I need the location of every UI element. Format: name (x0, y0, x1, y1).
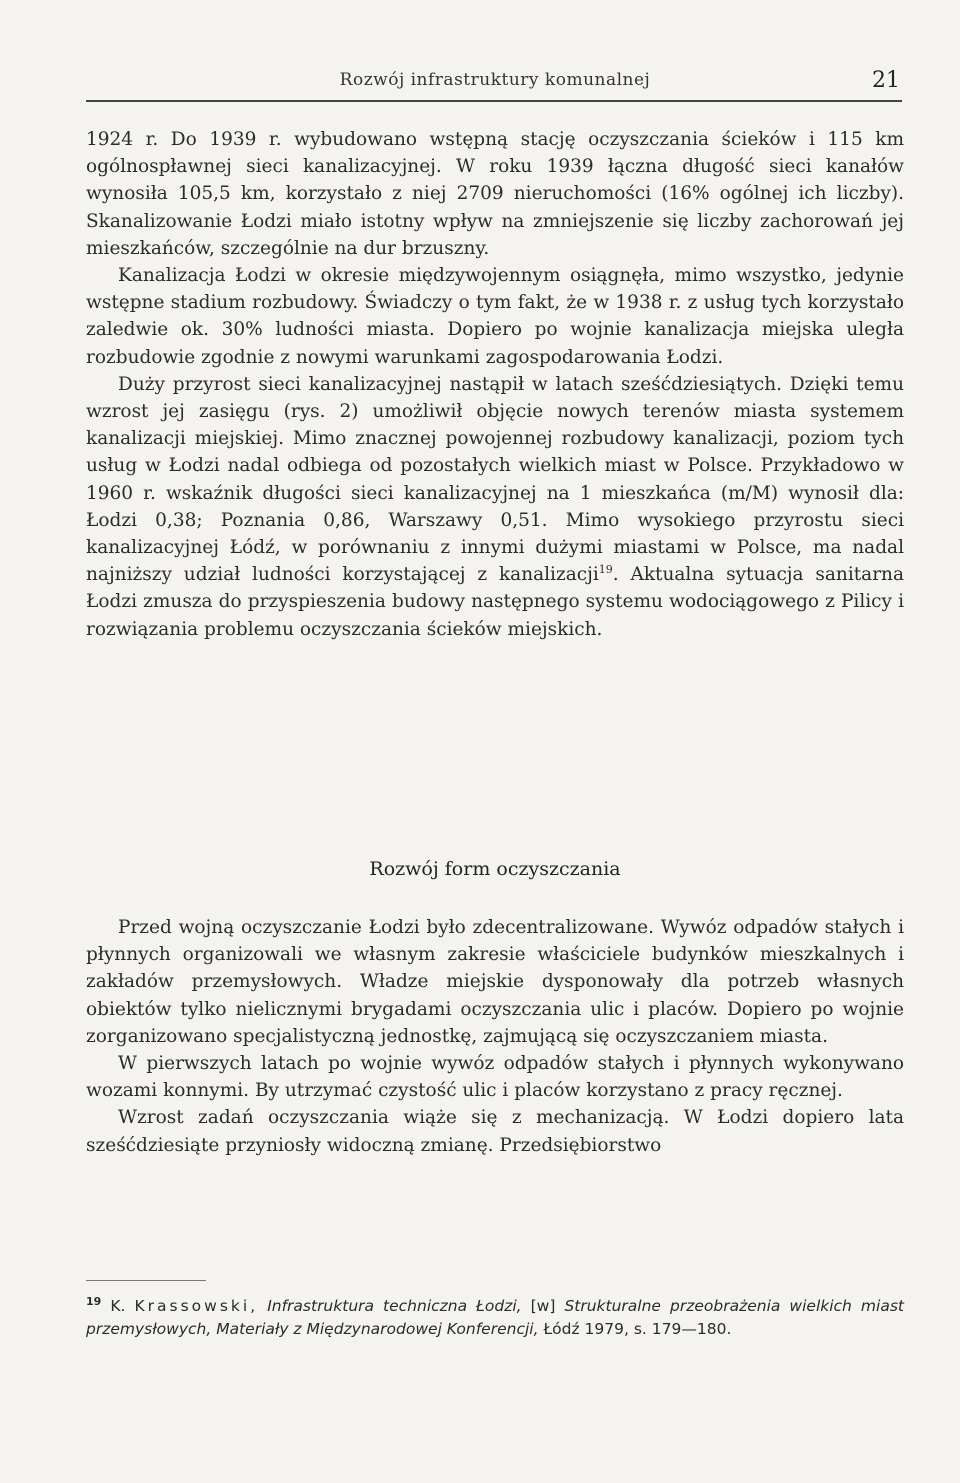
running-title: Rozwój infrastruktury komunalnej (339, 70, 651, 90)
paragraph: Kanalizacja Łodzi w okresie międzywojennym osiągnęła, mimo wszystko, jedynie wstępne stadium rozbudowy. Świadczy o tym fakt, że w 1938 r. z usług tych korzystało zaledwie ok. 30% ludności miasta. Dopiero po wojnie kanalizacja miejska uległa rozbudowie zgodnie z nowymi warunkami zagospodarowania Łodzi. (86, 265, 904, 368)
footnote-place-pages: Łódź 1979, s. 179—180. (543, 1320, 732, 1339)
footnote-in: [w] (530, 1297, 556, 1316)
footnote-title: Infrastruktura techniczna Łodzi, (267, 1297, 522, 1316)
footnotes (86, 1290, 904, 1341)
paragraph: W pierwszych latach po wojnie wywóz odpadów stałych i płynnych wykonywano wozami konnymi. By utrzymać czystość ulic i placów korzystano z pracy ręcznej. (86, 1053, 904, 1102)
paragraph: Przed wojną oczyszczanie Łodzi było zdecentralizowane. Wywóz odpadów stałych i płynnych organizowali we własnym zakresie właściciele budynków mieszkalnych i zakładów przemysłowych. Władze miejskie dysponowały dla potrzeb własnych obiektów tylko nielicznymi brygadami oczyszczania ulic i placów. Dopiero po wojnie zorganizowano specjalistyczną jednostkę, zajmującą się oczyszczaniem miasta. (86, 917, 904, 1047)
paragraph-text: . Aktualna sytuacja sanitarna Łodzi zmusza do przyspieszenia budowy następnego systemu wodociągowego z Pilicy i rozwiązania problemu oczyszczania ścieków miejskich. (86, 564, 905, 640)
section-infrastructure-text (86, 126, 904, 643)
running-header (86, 70, 904, 100)
footnote-number: 19 (86, 1295, 102, 1308)
footnote-author-initial: K. (110, 1297, 126, 1316)
footnote-rule (86, 1280, 206, 1281)
paragraph: 1924 r. Do 1939 r. wybudowano wstępną stację oczyszczania ścieków i 115 km ogólnospławnej sieci kanalizacyjnej. W roku 1939 łączna długość sieci kanałów wynosiła 105,5 km, korzystało z niej 2709 nieruchomości (16% ogólnej ich liczby). Skanalizowanie Łodzi miało istotny wpływ na zmniejszenie się liczby zachorowań jej mieszkańców, szczególnie na dur brzuszny. (86, 129, 904, 259)
header-rule (86, 100, 902, 102)
footnote-reference: 19 (598, 563, 613, 577)
section-cleaning-text (86, 914, 904, 1159)
footnote (86, 1290, 904, 1341)
section-heading: Rozwój form oczyszczania (369, 858, 621, 880)
paragraph-text: Duży przyrost sieci kanalizacyjnej nastąpił w latach sześćdziesiątych. Dzięki temu wzrost jej zasięgu (rys. 2) umożliwił objęcie nowych terenów miasta systemem kanalizacji miejskiej. Mimo znacznej powojennej rozbudowy kanalizacji, poziom tych usług w Łodzi nadal odbiega od pozostałych wielkich miast w Polsce. Przykładowo w 1960 r. wskaźnik długości sieci kanalizacyjnej na 1 mieszkańca (m/M) wynosił dla: Łodzi 0,38; Poznania 0,86, Warszawy 0,51. Mimo wysokiego przyrostu sieci kanalizacyjnej Łódź, w porównaniu z innymi dużymi miastami w Polsce, ma nadal najniższy udział ludności korzystającej z kanalizacji (86, 373, 904, 586)
paragraph (86, 371, 904, 643)
paragraph: Wzrost zadań oczyszczania wiąże się z mechanizacją. W Łodzi dopiero lata sześćdziesiąte przyniosły widoczną zmianę. Przedsiębiorstwo (86, 1107, 904, 1156)
page-number: 21 (872, 68, 900, 93)
footnote-author: Krassowski, (134, 1297, 259, 1316)
footnote-source: Strukturalne przeobrażenia wielkich miast przemysłowych, Materiały z Międzynarodowej Konferencji, (86, 1297, 904, 1339)
